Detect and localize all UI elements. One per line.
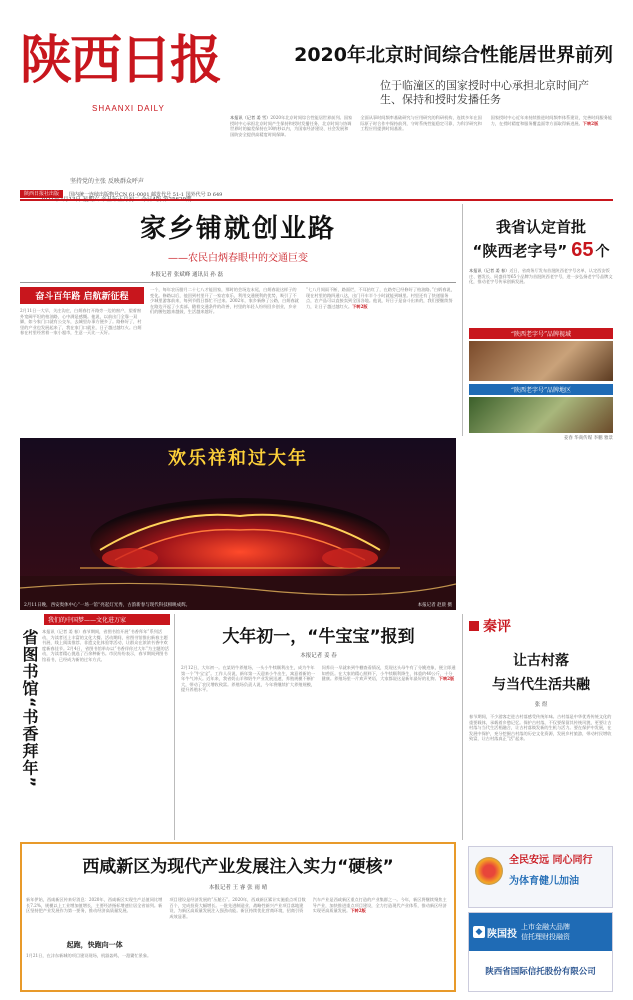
calf-jump[interactable]: 下转2版 — [438, 676, 455, 682]
masthead — [20, 18, 223, 218]
logo-pinyin: SHAANXI DAILY — [92, 104, 165, 113]
old-brand-photo-1 — [469, 341, 613, 381]
ad1-title: 全民安远 同心同行 — [509, 855, 593, 866]
xixian-title: 西咸新区为现代产业发展注入实力“硬核” — [82, 857, 394, 877]
feature-count: 65 — [571, 239, 594, 261]
old-brand-photo-2 — [469, 397, 613, 433]
feature-photo-caption: 姜春 华商传媒 李鹏 雅景 — [563, 436, 613, 441]
festival-title: 欢乐祥和过大年 — [168, 448, 308, 469]
feature-byline: 本报讯（记者 姜 春） — [469, 268, 510, 273]
xixian-subhead: 起跑，快跑向一体 — [66, 940, 123, 949]
games-logo-icon — [475, 857, 503, 885]
banner-subtitle: ——农民白炳春眼中的交通巨变 — [168, 253, 308, 264]
masthead-bar — [20, 190, 613, 198]
book-title: 省图书馆“书香拜年” — [20, 629, 39, 789]
masthead-rule — [20, 199, 613, 201]
ad2-line1: 上市金融大品牌 — [521, 923, 570, 931]
calf-story: 大年初一，“牛宝宝”报到 本报记者 姜 春 2月12日，大年初一。在某奶牛养殖场，一头小牛犊顺利出生，成为牛年第一个“牛宝宝”。工作人员说，新年第一天迎来小牛出生，寓意着新的一年牛气冲天。近年来，我省奶山羊和奶牛产业发展迅速，养殖规模不断扩大，带动了农民增收致富。养殖场负责人说，今年将继续扩大养殖规模，提升养殖水平。 饲养员一早就来到牛棚查看情况，发现这头母牛有了分娩迹象，便立即通知兽医。在大家的精心照料下，小牛犊顺利降生，体重约40公斤，十分健康。养殖场里一片欢声笑语，大家都说这是新年最好的礼物。下转2版 — [174, 614, 456, 840]
motto: 坚持党的主张 反映群众呼声 — [70, 178, 144, 185]
festival-photo-block — [20, 438, 456, 610]
commentary-section: 秦评 — [483, 619, 511, 635]
trust-logo-icon: ◆ — [473, 926, 485, 938]
top-story-title: 2020年北京时间综合性能居世界前列 — [294, 44, 613, 66]
feature-unit: 个 — [595, 244, 610, 260]
old-brand-feature: 我省认定首批 “陕西老字号” 65 个 本报讯（记者 姜 春）近日，省商务厅发布首批陕西老字号名单，认定西安饭庄、德发长、同盛祥等65个品牌为首批陕西老字号，进一步弘扬老字号品牌文化，推动老字号传承创新发展。 “陕西老字号”品牌视域 “陕西老字号”品牌地区 姜春 华商传媒 李鹏 雅景 — [462, 204, 613, 436]
banner-jump[interactable]: 下转2版 — [352, 303, 368, 309]
commentary: 秦评 让古村落 与当代生活共融 张 煜 春节期间，不少游客走进古村落感受传统年味。古村落是中华优秀传统文化的重要载体，承载着乡愁记忆。保护古村落，不仅要保留其传统风貌，更要让古村落与当代生活相融合，让古村落焕发新的生机与活力。要在保护中发展，在发展中保护，充分挖掘古村落的历史文化资源，发展乡村旅游，带动村民增收致富，让古村落真正“活”起来。 — [462, 614, 613, 840]
xixian-story: 西咸新区为现代产业发展注入实力“硬核” 本报记者 王 睿 张 雨 晴 新年伊始，西咸新区传来好消息：2020年，西咸新区实现生产总值同比增长7.2%，规模以上工业增加值增长，主要经济指标增速位居全省前列。新区坚持把产业发展作为第一要务，推动经济高质量发展。 起跑，快跑向一体 1月21日，在沣东新城的项目建设现场，机器轰鸣，一派繁忙景象。 项目建设是经济发展的“压舱石”。2020年，西咸新区累计实施重点项目数百个，完成投资大幅增长。一批先进制造业、战略性新兴产业项目落地建设，为新区高质量发展注入强劲动能。新区持续优化营商环境，招商引资成效显著。 汽车产业是西咸新区重点打造的产业集群之一。今年，新区将继续聚焦主导产业，加快推进重点项目建设，全力打造现代产业体系，推动新区经济实现更高质量发展。下转2版 — [20, 842, 456, 992]
commentary-title-2: 与当代生活共融 — [492, 677, 590, 693]
banner-story: 家乡铺就创业路 ——农民白炳春眼中的交通巨变 本报记者 张斌峰 通讯员 孙 磊 奋斗百年路 启航新征程 2月11日一大早，关庄沟庄，白炳春打开路旁一边的窗户，望着窗外宽阔平坦的柏油路，心中满是感慨。他说，以前出门全靠一双脚，如今家门口就有公交车，去城里办事方便多了。路修好了，村里的产业也发展起来了，我在家门口就业，日子越过越红火。白炳春在村里经营着一家小超市，生意一天比一天好。 一个，每年农历腊月二十七八才能回家，那时的会场边末尾，白炳春说这样子的变化。修路以后，他回到村里开了一家农家乐，利用交通便利的优势，吸引了不少城里游客前来，每到节假日都忙不过来。2002年，家乡新修了公路，白炳春就在路边开起了小卖部。随着交通条件的改善，村里的年轻人纷纷回乡创业，乡亲们的腰包越来越鼓，生活越来越好。 “七八月间雨不断，路面烂，不耳抬红了，在路旁已经修好了柏油路。”白炳春说，现在村里的路四通八达，出门开车半个小时就能到城里。村里还有了快递服务点，农产品可以直接卖到全国各地。他说，好日子是奋斗出来的，我们要继续努力，让日子越过越红火。下转2版 — [20, 204, 456, 434]
top-story-subtitle: 位于临潼区的国家授时中心承担北京时间产生、保持和授时发播任务 — [380, 79, 589, 106]
xixian-jump[interactable]: 下转2版 — [350, 908, 366, 914]
commentary-author: 张 煜 — [534, 702, 548, 708]
ad2-line2: 信托理财投融资 — [521, 933, 570, 941]
section-tag: 奋斗百年路 启航新征程 — [20, 287, 144, 304]
top-story-jump[interactable]: 下转2版 — [582, 120, 599, 126]
banner-byline: 本报记者 张斌峰 通讯员 孙 磊 — [150, 272, 223, 278]
newspaper-logo: 陕西日报 — [20, 30, 221, 91]
bar-label: 陕西日报社出版 — [20, 190, 63, 198]
banner-title: 家乡铺就创业路 — [139, 214, 336, 244]
festival-credit: 本报记者 赵晨 摄 — [417, 603, 452, 608]
calf-byline: 本报记者 姜 春 — [300, 653, 337, 659]
feature-title-line1: 我省认定首批 — [495, 218, 586, 236]
top-story-byline: 本报讯（记者 姜 雪） — [230, 115, 271, 120]
ad-trust[interactable] — [468, 912, 613, 992]
festival-caption: 2月11日晚，西安奥体中心“一场一馆”亮起灯光秀，古韵新春与现代科技相映成辉。 — [24, 603, 191, 608]
feature-tag-1: “陕西老字号”品牌视域 — [469, 328, 613, 339]
ad-sports[interactable] — [468, 846, 613, 908]
calf-title: 大年初一，“牛宝宝”报到 — [222, 627, 415, 647]
ad2-title: 陕国投 — [487, 928, 517, 940]
ad2-company: 陕西省国际信托股份有限公司 — [485, 967, 596, 977]
feature-title-line2: “陕西老字号” — [472, 242, 568, 260]
feature-tag-2: “陕西老字号”品牌地区 — [469, 384, 613, 395]
xixian-byline: 本报记者 王 睿 张 雨 晴 — [208, 885, 268, 891]
comment-icon — [469, 621, 479, 631]
book-section: 我们的中国梦——文化进万家 — [44, 614, 170, 625]
ad1-sub: 为体育健儿加油 — [509, 876, 579, 887]
commentary-title-1: 让古村落 — [513, 653, 569, 669]
bar-text: 国内统一连续出版物号CN 61-0001 邮发代号 51-1 国外代号 D 649 — [69, 191, 223, 198]
top-story: 2020年北京时间综合性能居世界前列 位于临潼区的国家授时中心承担北京时间产生、保持和授时发播任务 本报讯（记者 姜 雪）2020年北京时间综合性能居世界前列。国家授时中心承担北京时间产生保持和授时发播任务，北京时间与协调世界时的偏差保持在10纳秒以内，为国家经济建设、社会发展和国防安全提供高精度时间保障。 全面从事时间频率基础研究与应用研究的科研机构，连续多年在国际原子时合作中保持前列，守时系统性能稳定可靠，为科学研究和工程应用提供时间基准。 国家授时中心近年来持续推进时间频率体系建设，完善时间服务能力，在授时精度和服务覆盖面等方面取得新进展。下转2版 — [230, 40, 613, 188]
book-story: 我们的中国梦——文化进万家 省图书馆“书香拜年” 本报讯（记者 姜 春）春节期间，省图书馆开展“书香拜年”系列活动，为读者送上丰富的文化大餐。活动期间，省图书馆推出新春主题书展、线上阅读推荐、非遗文化体验等活动，让群众在浓浓书香中欢度新春佳节。2月4日，省图书馆举办以“书香伴你过大年”为主题的活动，为读者精心挑选了百余种新书。市民纷纷表示，春节期间到图书馆看书，已经成为新的过年方式。 — [20, 614, 170, 840]
